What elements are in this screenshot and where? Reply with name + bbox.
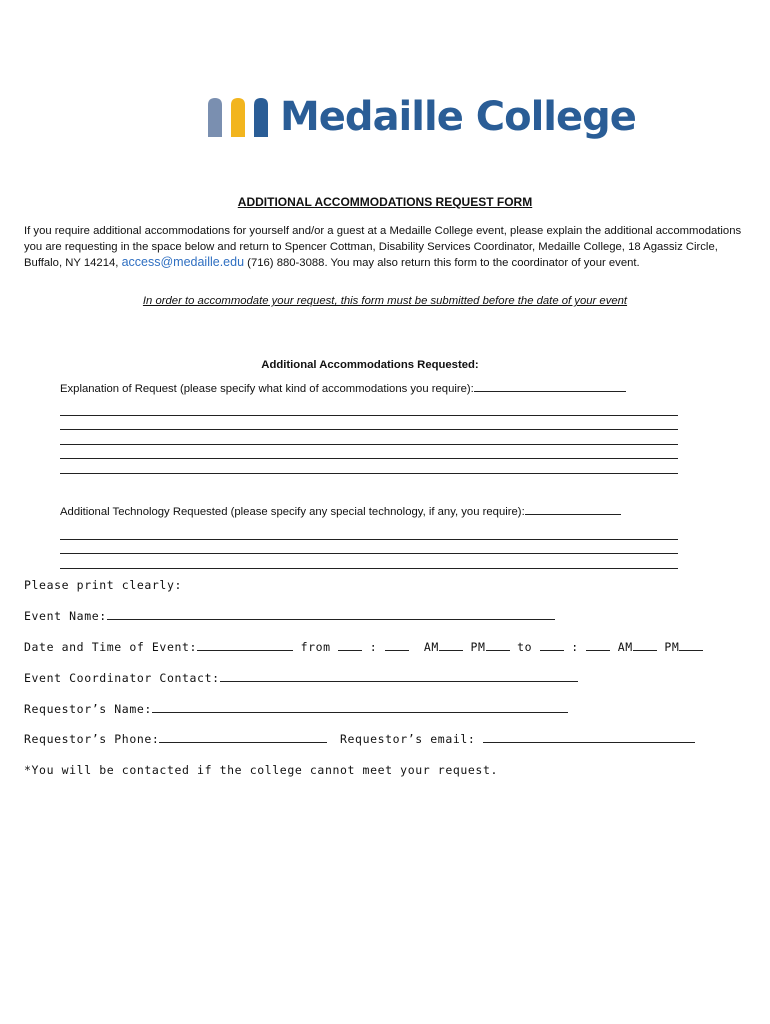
writing-line[interactable] — [60, 459, 678, 474]
start-pm-label: PM — [470, 640, 486, 654]
writing-line[interactable] — [60, 401, 678, 416]
intro-text-end: (716) 880-3088. You may also return this form to the coordinator of your event. — [244, 257, 640, 269]
end-pm-field[interactable] — [679, 640, 703, 651]
coordinator-contact-row — [24, 671, 578, 685]
technology-prompt — [60, 504, 621, 518]
to-label: to — [517, 640, 533, 654]
requestor-phone-field[interactable] — [159, 732, 327, 743]
event-name-label: Event Name: — [24, 609, 107, 623]
technology-lines[interactable] — [60, 525, 678, 569]
requestor-email-label: Requestor’s email: — [340, 732, 476, 746]
college-name: Medaille College — [280, 94, 636, 140]
coordinator-contact-label: Event Coordinator Contact: — [24, 671, 220, 685]
explanation-prompt — [60, 381, 626, 395]
contact-email-link[interactable]: access@medaille.edu — [121, 255, 245, 269]
date-time-row — [24, 640, 703, 654]
start-pm-field[interactable] — [486, 640, 510, 651]
section-heading: Additional Accommodations Requested: — [261, 359, 479, 371]
start-am-field[interactable] — [439, 640, 463, 651]
end-am-field[interactable] — [633, 640, 657, 651]
requestor-name-row — [24, 702, 568, 716]
end-pm-label: PM — [664, 640, 680, 654]
date-time-label: Date and Time of Event: — [24, 640, 198, 654]
explanation-lines[interactable] — [60, 401, 678, 474]
requestor-phone-row — [24, 732, 327, 746]
deadline-notice: In order to accommodate your request, this form must be submitted before the date of your event — [142, 295, 628, 307]
from-label: from — [300, 640, 331, 654]
requestor-email-row — [340, 732, 695, 746]
writing-line[interactable] — [60, 525, 678, 540]
time-colon: : — [571, 640, 579, 654]
end-minute-field[interactable] — [586, 640, 610, 651]
form-title: ADDITIONAL ACCOMMODATIONS REQUEST FORM — [237, 195, 533, 209]
coordinator-contact-field[interactable] — [220, 671, 578, 682]
writing-line[interactable] — [60, 554, 678, 569]
technology-label: Additional Technology Requested (please specify any special technology, if any, you require): — [60, 506, 525, 518]
end-am-label: AM — [617, 640, 633, 654]
intro-paragraph — [24, 224, 749, 272]
start-am-label: AM — [423, 640, 439, 654]
time-colon: : — [369, 640, 378, 654]
writing-line[interactable] — [60, 416, 678, 431]
medaille-logo — [208, 94, 636, 152]
writing-line[interactable] — [60, 540, 678, 555]
writing-line[interactable] — [60, 430, 678, 445]
explanation-label: Explanation of Request (please specify what kind of accommodations you require): — [60, 383, 474, 395]
requestor-phone-label: Requestor’s Phone: — [24, 732, 160, 746]
event-date-field[interactable] — [197, 640, 293, 651]
print-clearly-label: Please print clearly: — [24, 578, 182, 592]
start-hour-field[interactable] — [338, 640, 362, 651]
start-minute-field[interactable] — [385, 640, 409, 651]
requestor-name-field[interactable] — [152, 702, 568, 713]
event-name-row — [24, 609, 555, 623]
medaille-arches-icon — [208, 97, 270, 137]
footer-note: *You will be contacted if the college cannot meet your request. — [24, 763, 498, 777]
end-hour-field[interactable] — [540, 640, 564, 651]
intro-text: If you require additional accommodations for yourself and/or a guest at a Medaille College event, please explain the additional accommodations you are requesting in the space below and return to Spencer Cottman, Disability Services Coordinator, Medaille College, 18 Agassiz Circle, Buffalo, NY 14214, — [24, 225, 742, 269]
event-name-field[interactable] — [107, 609, 555, 620]
technology-first-line[interactable] — [525, 504, 621, 515]
requestor-name-label: Requestor’s Name: — [24, 702, 152, 716]
explanation-first-line[interactable] — [474, 381, 626, 392]
requestor-email-field[interactable] — [483, 732, 695, 743]
writing-line[interactable] — [60, 445, 678, 460]
